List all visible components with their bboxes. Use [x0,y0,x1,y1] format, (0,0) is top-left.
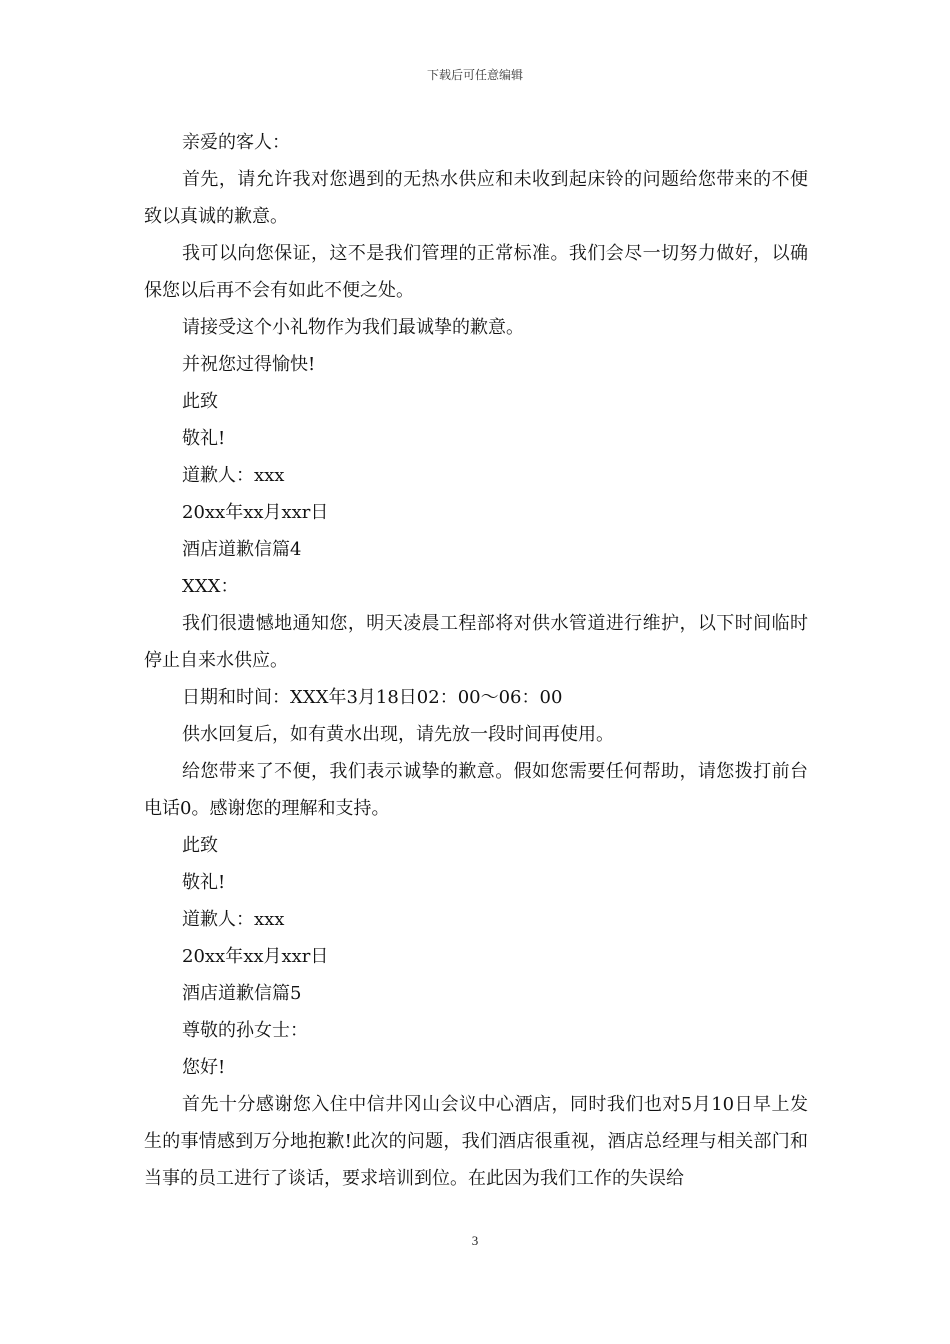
greeting: 您好! [182,1057,226,1078]
body-paragraph: 给您带来了不便，我们表示诚挚的歉意。假如您需要任何帮助，请您拨打前台电话0。感谢您的理解和支持。 [144,761,808,819]
closing-line: 敬礼! [182,872,226,893]
section-title: 酒店道歉信篇5 [182,983,302,1004]
date-line: 20xx年xx月xxr日 [182,946,329,967]
body-paragraph: 日期和时间：XXX年3月18日02：00～06：00 [182,687,563,708]
salutation: 亲爱的客人： [182,132,290,153]
signature-line: 道歉人：xxx [182,909,285,930]
salutation: XXX： [182,576,239,597]
body-paragraph: 首先十分感谢您入住中信井冈山会议中心酒店，同时我们也对5月10日早上发生的事情感到万分地抱歉!此次的问题，我们酒店很重视，酒店总经理与相关部门和当事的员工进行了谈话，要求培训到位。在此因为我们工作的失误给 [144,1094,808,1189]
body-paragraph: 请接受这个小礼物作为我们最诚挚的歉意。 [182,317,524,338]
body-paragraph: 并祝您过得愉快! [182,354,316,375]
document-body [144,124,808,1197]
page-number: 3 [471,1233,479,1248]
page-header-note: 下载后可任意编辑 [426,68,523,82]
date-line: 20xx年xx月xxr日 [182,502,329,523]
body-paragraph: 供水回复后，如有黄水出现，请先放一段时间再使用。 [182,724,614,745]
closing-line: 此致 [182,835,218,856]
closing-line: 敬礼! [182,428,226,449]
signature-line: 道歉人：xxx [182,465,285,486]
body-paragraph: 我可以向您保证，这不是我们管理的正常标准。我们会尽一切努力做好，以确保您以后再不会有如此不便之处。 [144,243,808,301]
salutation: 尊敬的孙女士： [182,1020,308,1041]
section-title: 酒店道歉信篇4 [182,539,302,560]
body-paragraph: 我们很遗憾地通知您，明天凌晨工程部将对供水管道进行维护，以下时间临时停止自来水供应。 [144,613,808,671]
closing-line: 此致 [182,391,218,412]
body-paragraph: 首先，请允许我对您遇到的无热水供应和未收到起床铃的问题给您带来的不便致以真诚的歉意。 [144,169,808,227]
